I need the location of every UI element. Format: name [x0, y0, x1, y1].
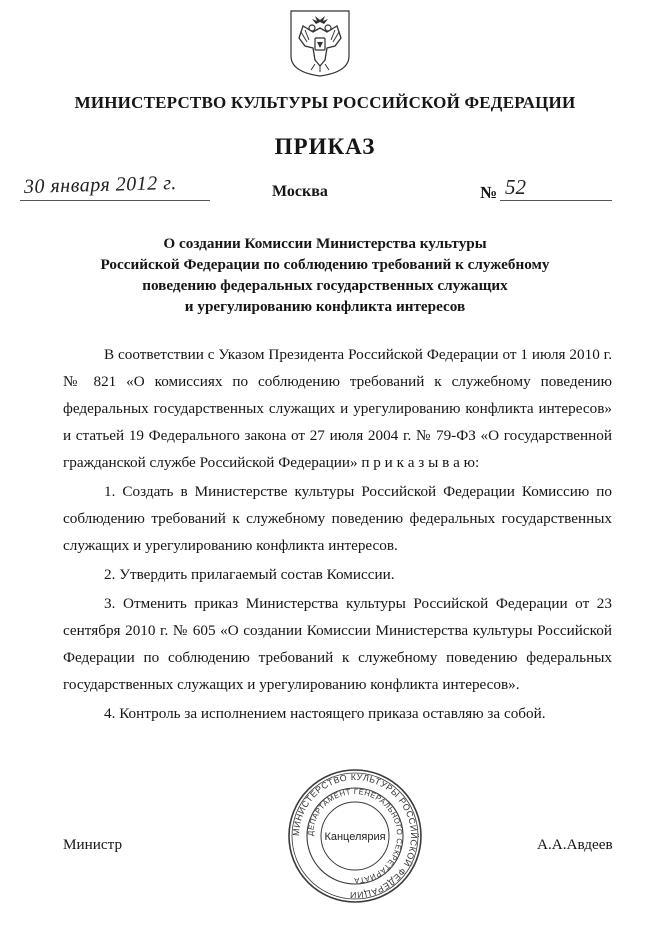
subject-line: Российской Федерации по соблюдению требований к служебному	[100, 256, 550, 273]
subject-line: поведению федеральных государственных служащих	[142, 277, 508, 294]
order-item-4: 4. Контроль за исполнением настоящего приказа оставляю за собой.	[104, 705, 546, 722]
order-item-3: 3. Отменить приказ Министерства культуры Российской Федерации от 23 сентября 2010 г. № 605 «О создании Комиссии Министерства культуры Российской Федерации по соблюдению требований к служебному поведению федеральных государственных служащих и урегулированию конфликта интересов».	[63, 595, 612, 693]
office-seal-stamp	[286, 767, 424, 905]
order-number-sign: №	[480, 183, 498, 202]
order-date: 30 января 2012 г.	[23, 172, 178, 198]
preamble-paragraph: В соответствии с Указом Президента Российской Федерации от 1 июля 2010 г. № 821 «О комиссиях по соблюдению требований к служебному поведению федеральных государственных служащих и урегулированию конфликта интересов» и статьей 19 Федерального закона от 27 июля 2004 г. № 79-ФЗ «О государственной гражданской службе Российской Федерации» п р и к а з ы в а ю:	[63, 346, 612, 471]
order-subject	[60, 233, 590, 317]
coat-of-arms-emblem	[287, 8, 353, 78]
order-item-1: 1. Создать в Министерстве культуры Российской Федерации Комиссию по соблюдению требований к служебному поведению федеральных государственных служащих и урегулированию конфликта интересов.	[63, 483, 612, 554]
ministry-name: МИНИСТЕРСТВО КУЛЬТУРЫ РОССИЙСКОЙ ФЕДЕРАЦИИ	[74, 93, 576, 112]
order-item-2: 2. Утвердить прилагаемый состав Комиссии.	[104, 566, 395, 583]
stamp-outer-text: МИНИСТЕРСТВО КУЛЬТУРЫ РОССИЙСКОЙ ФЕДЕРАЦИИ	[290, 771, 420, 901]
subject-line: О создании Комиссии Министерства культуры	[163, 235, 487, 252]
stamp-center-text: Канцелярия	[324, 831, 386, 843]
document-type-title: ПРИКАЗ	[274, 134, 376, 159]
order-city: Москва	[272, 183, 328, 200]
order-body	[63, 341, 612, 727]
order-number: 52	[505, 175, 526, 199]
signatory-name: А.А.Авдеев	[537, 836, 613, 853]
number-underline	[500, 200, 612, 201]
stamp-inner-text: ДЕПАРТАМЕНТ ГЕНЕРАЛЬНОГО СЕКРЕТАРИАТА	[305, 786, 405, 886]
date-underline	[20, 200, 210, 201]
subject-line: и урегулированию конфликта интересов	[184, 298, 466, 315]
signatory-title: Министр	[63, 836, 123, 853]
